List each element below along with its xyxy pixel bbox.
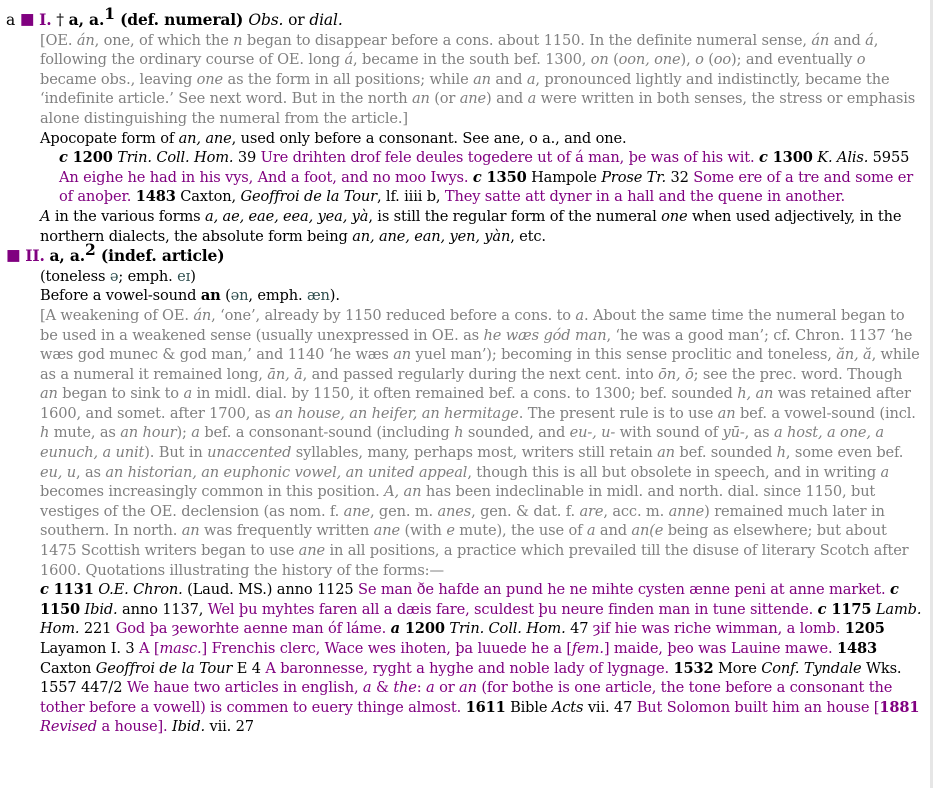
italic-text: á xyxy=(865,31,874,49)
quotation-italic-text: fem. xyxy=(571,640,604,657)
text-run: became obs., leaving xyxy=(40,70,197,88)
italic-text: an xyxy=(393,346,411,364)
text-run: ). But in xyxy=(144,444,208,462)
quotation-text: Wel þu myhtes faren all a dæis fare, sculdest þu neure finden man in tune sittende. xyxy=(207,600,814,618)
italic-text: ān, ā xyxy=(267,365,303,383)
text-run: (toneless xyxy=(40,267,110,285)
sense-header xyxy=(6,240,924,267)
text-run: were written in both senses, the stress or emphasis alone distinguishing the numeral from the article.] xyxy=(40,90,916,127)
text-run: , gen. & dat. f. xyxy=(471,502,580,520)
text-run: . About the same time the numeral began to be used in a weakened sense (usually unexpressed in OE. as xyxy=(40,306,905,344)
text-run: vii. 47 xyxy=(583,698,637,716)
quotation-italic-text: an xyxy=(459,679,477,697)
text-run: [OE. xyxy=(40,31,77,49)
definition-paragraph xyxy=(6,129,924,149)
text-run: , following the ordinary course of OE. long xyxy=(40,31,879,69)
italic-text: Ibid. xyxy=(84,600,118,618)
italic-text: a xyxy=(575,306,584,324)
italic-text: h xyxy=(40,424,50,442)
italic-text: anne xyxy=(668,502,705,520)
quotation-text: Ure drihten drof fele deules togedere ut of á man, þe was of his wit. xyxy=(260,149,755,167)
text-run: , some even bef. xyxy=(785,444,904,462)
italic-text: e xyxy=(446,522,455,540)
italic-text: n xyxy=(233,31,243,49)
italic-text: Conf. Tyndale xyxy=(761,659,862,677)
italic-text: eu-, u- xyxy=(569,424,616,442)
dictionary-entry xyxy=(6,4,924,737)
text-run: 32 xyxy=(665,168,694,186)
text-run: in midl. dial. by 1150, it often remained bef. a cons. to 1300; bef. sounded xyxy=(192,385,738,403)
text-run: and xyxy=(829,31,866,49)
quotation-italic-text: Revised xyxy=(40,718,97,736)
text-run: mute), the use of xyxy=(454,522,587,540)
phonetic-text: ən xyxy=(230,287,249,305)
italic-text: an xyxy=(657,444,675,462)
quotation-text: : xyxy=(416,679,427,697)
italic-text: h, an xyxy=(737,385,774,403)
sense-marker-icon: ■ xyxy=(19,10,40,28)
italic-text: Ibid. xyxy=(172,718,206,736)
text-run: , and passed regularly during the next cent. into xyxy=(302,365,659,383)
text-run: ) and xyxy=(486,90,528,108)
italic-text: h xyxy=(776,444,786,462)
text-run: has been indeclinable in midl. and north. dial. since 1150, but vestiges of the OE. declension (as nom. f. xyxy=(40,483,876,520)
phonetic-text: ə xyxy=(109,267,119,285)
italic-text: A xyxy=(40,207,51,225)
italic-text: an xyxy=(473,70,491,88)
text-run: a xyxy=(6,11,20,29)
italic-text: a xyxy=(586,522,596,540)
text-run: ( xyxy=(220,287,231,305)
text-run: was frequently written xyxy=(199,522,374,540)
bold-text: 1611 xyxy=(465,698,506,716)
text-run: sounded, and xyxy=(463,424,570,442)
bold-text: 1483 xyxy=(135,188,176,206)
text-run: when used adjectively, in the northern dialects, the absolute form being xyxy=(40,207,902,245)
italic-text: Lamb. Hom. xyxy=(40,600,922,638)
italic-text: ane xyxy=(298,542,325,560)
text-run: ; see the prec. word. Though xyxy=(693,365,903,383)
text-run: , is still the regular form of the numeral xyxy=(368,207,662,225)
italic-text: án xyxy=(76,31,95,49)
text-run: ) remained much later in southern. In north. xyxy=(40,502,885,540)
text-run: began to sink to xyxy=(57,385,184,403)
text-run: Wks. 1557 447/2 xyxy=(40,659,902,697)
text-run: ). xyxy=(329,287,340,305)
italic-text: án xyxy=(811,31,830,49)
quotations-block xyxy=(6,580,924,737)
italic-text: an xyxy=(411,90,430,108)
text-run: Layamon I. 3 xyxy=(40,640,140,657)
bold-text: (def. numeral) xyxy=(114,10,249,29)
bold-text: 1300 xyxy=(767,149,813,167)
italic-text: a host, a one, a eunuch, a unit xyxy=(40,424,884,462)
italic-text: á xyxy=(344,51,354,69)
italic-text: Prose Tr. xyxy=(601,168,666,186)
italic-text: an, ane xyxy=(178,129,232,147)
italic-text: K. Alis. xyxy=(817,149,869,167)
italic-text: a xyxy=(183,385,192,403)
quotation-text: They satte att dyner in a hall and the quene in another. xyxy=(444,188,845,206)
text-run: anno 1137, xyxy=(117,600,208,618)
italic-text: on xyxy=(590,51,609,69)
text-run: , used only before a consonant. See ane, o a., and one. xyxy=(231,129,627,147)
text-run: Caxton, xyxy=(175,188,241,206)
text-run: ; emph. xyxy=(118,267,178,285)
quotation-date-prefix: c xyxy=(40,581,49,599)
text-run: Hampole xyxy=(526,168,602,186)
quotation-text: Some ere of a tre and some er of anoþer. xyxy=(59,168,914,206)
italic-text: Obs. xyxy=(248,11,284,29)
text-run: yuel man’); becoming in this sense proclitic and toneless, xyxy=(411,346,837,364)
italic-text: Trin. Coll. Hom. xyxy=(449,620,566,638)
italic-text: o xyxy=(856,51,866,69)
text-run: , as xyxy=(75,463,106,481)
italic-text: ōn, ō xyxy=(658,365,694,383)
quotations-block xyxy=(6,148,924,207)
sense-header xyxy=(6,4,924,31)
italic-text: ane xyxy=(459,90,487,108)
text-run: with sound of xyxy=(615,424,723,442)
pronunciation xyxy=(6,267,924,287)
bold-text: 1532 xyxy=(673,659,714,677)
text-run: [A weakening of OE. xyxy=(40,306,194,324)
text-run: Bible xyxy=(505,698,552,716)
sense-marker-icon: ■ xyxy=(6,246,26,265)
text-run: 5955 xyxy=(868,149,910,167)
italic-text: a xyxy=(526,70,536,88)
variant-form xyxy=(6,286,924,306)
text-run: , became in the south bef. 1300, xyxy=(353,51,591,69)
text-run: ), xyxy=(680,51,696,69)
quotation-date-prefix: c xyxy=(889,581,899,599)
text-run: , ‘he was a good man’; cf. Chron. 1137 ‘he wæs god munec & god man,’ and 1140 ‘he wæs xyxy=(40,326,913,364)
text-run: , though this is all but obsolete in speech, and in writing xyxy=(467,463,881,481)
italic-text: a, ae, eae, eea, yea, yà xyxy=(205,207,369,225)
text-run: , lf. iiii b, xyxy=(376,188,445,206)
quotation-text: ȝif hie was riche wimman, a lomb. xyxy=(592,620,841,638)
bold-text: a, a. xyxy=(49,246,86,266)
bold-text: 1150 xyxy=(40,600,81,618)
quotation-text: A [ xyxy=(139,640,160,657)
italic-text: Trin. Coll. Hom. xyxy=(117,149,234,167)
italic-text: Geoffroi de la Tour xyxy=(95,659,233,677)
quotation-date-prefix: c xyxy=(759,149,768,167)
phonetic-text: eɪ xyxy=(177,267,191,285)
text-run: in the various forms xyxy=(50,207,206,225)
quotation-italic-text: a xyxy=(426,679,435,697)
italic-text: oon, one xyxy=(618,51,681,69)
italic-text: ane xyxy=(343,502,370,520)
quotation-date-prefix: c xyxy=(817,600,827,618)
quotation-text: But Solomon built him an house [ xyxy=(636,698,880,716)
text-run: † xyxy=(51,11,69,29)
text-run: Before a vowel-sound xyxy=(40,287,201,305)
text-run: in all positions, a practice which prevailed till the disuse of literary Scotch after 1600. Quotations illustrating the history of the forms:— xyxy=(40,542,909,579)
quotation-text: or xyxy=(434,679,460,697)
text-run: bef. a consonant-sound (including xyxy=(199,424,455,442)
italic-text: Acts xyxy=(551,698,584,716)
quotation-text: & xyxy=(371,679,394,697)
quotation-text: a house]. xyxy=(96,718,168,736)
quotation-date-prefix: a xyxy=(390,620,400,638)
quotation-italic-text: a xyxy=(362,679,372,697)
text-run: or xyxy=(283,11,310,29)
text-run: (with xyxy=(399,522,447,540)
quotation-text: An eighe he had in his vys, And a foot, and no moo Iwys. xyxy=(59,168,469,186)
italic-text: an, ane, ean, yen, yàn xyxy=(352,227,511,245)
italic-text: an(e xyxy=(631,522,664,540)
quotation-italic-text: the xyxy=(393,679,417,697)
text-run: began to disappear before a cons. about 1150. In the definite numeral sense, xyxy=(242,31,812,49)
text-run: , gen. m. xyxy=(369,502,438,520)
text-run: (Laud. MS.) anno 1125 xyxy=(182,581,358,599)
italic-text: ăn, ă xyxy=(836,346,872,364)
italic-text: an historian, an euphonic vowel, an united appeal xyxy=(105,463,468,481)
bold-text: an xyxy=(200,287,221,305)
italic-text: a xyxy=(880,463,890,481)
text-run: , acc. m. xyxy=(603,502,669,520)
text-run: . The present rule is to use xyxy=(518,404,718,422)
quotation-text: (for bothe is one article, the tone before a consonant the tother before a vowell) is commen to euery thinge almost. xyxy=(40,679,893,716)
text-run: Apocopate form of xyxy=(40,129,179,147)
text-run: ); and eventually xyxy=(731,51,857,69)
bold-text: 1205 xyxy=(844,620,885,638)
text-run: vii. 27 xyxy=(205,718,254,736)
text-run: ); xyxy=(176,424,192,442)
text-run: ) xyxy=(190,267,196,285)
text-run: , pronounced lightly and indistinctly, became the ‘indefinite article.’ See next word. But in the north xyxy=(40,70,890,108)
quotation-date: 1881 xyxy=(879,698,920,716)
italic-text: dial. xyxy=(309,11,343,29)
homograph-number: 2 xyxy=(85,240,96,260)
etymology-paragraph xyxy=(6,306,924,580)
bold-text: 1483 xyxy=(836,640,877,657)
bold-text: 1131 xyxy=(48,581,94,599)
bold-text: (indef. article) xyxy=(95,246,225,266)
quotation-text: ] maide, þeo was Lauine mawe. xyxy=(603,640,833,657)
text-run: 47 xyxy=(565,620,593,638)
bold-text: 1350 xyxy=(481,168,527,186)
usage-note xyxy=(6,207,924,246)
text-run: bef. a vowel-sound (incl. xyxy=(735,404,916,422)
italic-text: unaccented xyxy=(207,444,292,462)
bold-text: 1175 xyxy=(826,600,872,618)
quotation-text: We haue two articles in english, xyxy=(126,679,363,697)
quotation-italic-text: masc. xyxy=(159,640,202,657)
text-run: Caxton xyxy=(40,659,96,677)
text-run: , ‘one’, already by 1150 reduced before a cons. to xyxy=(211,306,576,324)
italic-text: an hour xyxy=(120,424,177,442)
italic-text: one xyxy=(196,70,224,88)
italic-text: eu, u xyxy=(40,463,76,481)
italic-text: an house, an heifer, an hermitage xyxy=(275,404,519,422)
italic-text: h xyxy=(454,424,464,442)
text-run: 221 xyxy=(79,620,116,638)
sense-number: I. xyxy=(39,10,52,29)
text-run: was retained after 1600, and somet. after 1700, as xyxy=(40,385,911,422)
text-run: , etc. xyxy=(510,227,546,245)
sense-number: II. xyxy=(25,246,45,266)
italic-text: Geoffroi de la Tour xyxy=(240,188,377,206)
italic-text: an xyxy=(181,522,200,540)
homograph-number: 1 xyxy=(104,4,115,23)
text-run: More xyxy=(713,659,762,677)
text-run: ( xyxy=(608,51,619,69)
italic-text: yū- xyxy=(722,424,745,442)
etymology-paragraph xyxy=(6,31,924,129)
italic-text: O.E. Chron. xyxy=(98,581,183,599)
italic-text: a xyxy=(527,90,537,108)
italic-text: A, an xyxy=(384,483,422,501)
bold-text: 1200 xyxy=(67,149,113,167)
bold-text: 1200 xyxy=(399,620,445,638)
text-run: ( xyxy=(703,51,714,69)
quotation-text: God þa ȝeworhte aenne man óf láme. xyxy=(115,620,387,638)
italic-text: anes xyxy=(437,502,472,520)
text-run: bef. sounded xyxy=(674,444,777,462)
text-run: as the form in all positions; while xyxy=(223,70,474,88)
text-run: being as elsewhere; but about 1475 Scottish writers began to use xyxy=(40,522,887,560)
text-run: , emph. xyxy=(248,287,307,305)
quotation-text: A baronnesse, ryght a hyghe and noble lady of lygnage. xyxy=(265,659,669,677)
italic-text: o xyxy=(695,51,704,69)
quotation-text: ] Frenchis clerc, Wace wes ihoten, þa luuede he a [ xyxy=(201,640,572,657)
italic-text: oo xyxy=(713,51,732,69)
quotation-text: Se man ðe hafde an pund he ne mihte cysten ænne peni at anne market. xyxy=(358,581,886,599)
text-run: and xyxy=(490,70,527,88)
quotation-date-prefix: c xyxy=(59,149,68,167)
italic-text: ane xyxy=(373,522,400,540)
text-run: becomes increasingly common in this position. xyxy=(40,483,385,501)
italic-text: an xyxy=(40,385,58,403)
italic-text: one xyxy=(661,207,688,225)
text-run: mute, as xyxy=(49,424,121,442)
text-run: (or xyxy=(429,90,460,108)
italic-text: án xyxy=(193,306,212,324)
italic-text: a xyxy=(191,424,200,442)
text-run: syllables, many, perhaps most, writers still retain xyxy=(291,444,658,462)
text-run: 39 xyxy=(233,149,261,167)
text-run: and xyxy=(595,522,632,540)
italic-text: he wæs gód man xyxy=(483,326,607,344)
text-run: E 4 xyxy=(232,659,266,677)
italic-text: an xyxy=(717,404,736,422)
text-run: , while as a numeral it remained long, xyxy=(40,346,920,383)
italic-text: are xyxy=(579,502,604,520)
quotation-date-prefix: c xyxy=(472,168,482,186)
phonetic-text: æn xyxy=(306,287,330,305)
bold-text: a, a. xyxy=(68,10,105,29)
text-run: , one, of which the xyxy=(94,31,234,49)
text-run: , as xyxy=(744,424,775,442)
